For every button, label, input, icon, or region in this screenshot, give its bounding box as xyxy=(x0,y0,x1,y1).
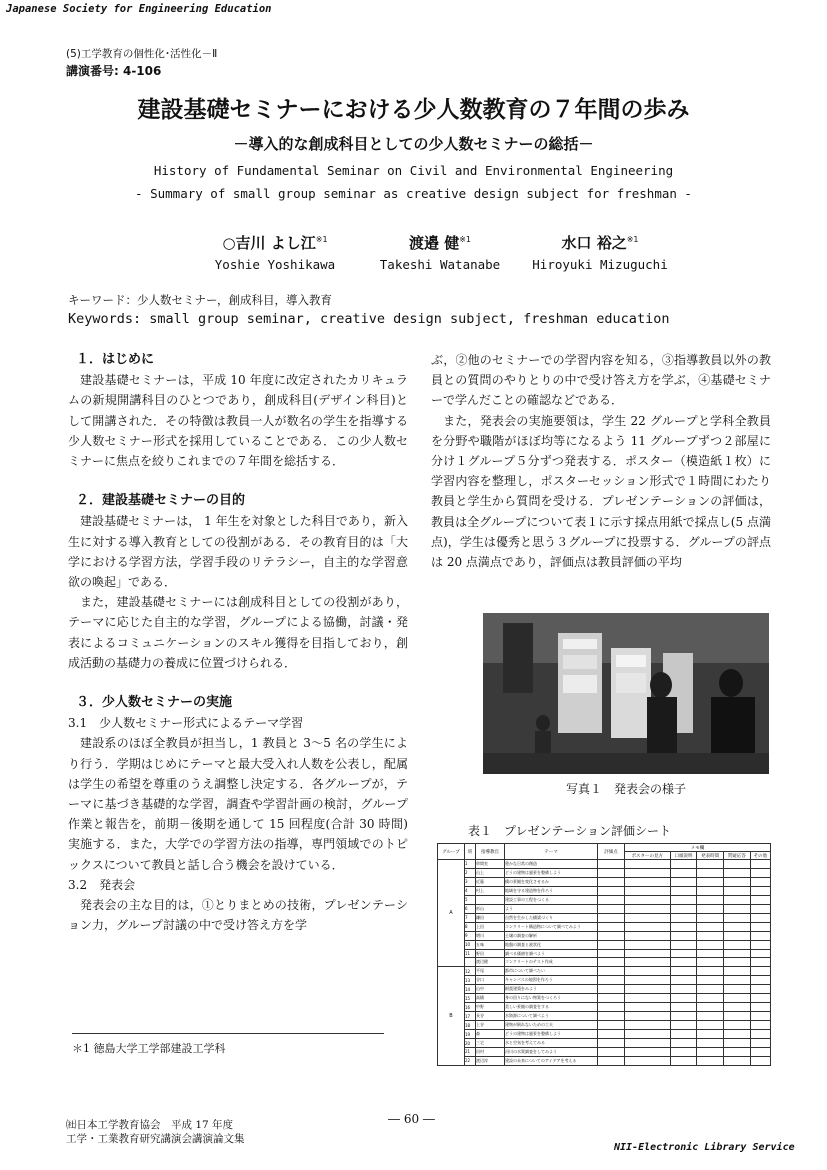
table-cell-theme: 自然を生かした橋梁づくり xyxy=(505,913,598,922)
journal-header: Japanese Society for Engineering Education xyxy=(6,3,272,15)
table-cell-blank xyxy=(598,1012,625,1021)
table-cell-blank xyxy=(670,913,697,922)
table-cell-name: 野田 xyxy=(476,949,505,958)
author-name-jp: 水口 裕之 xyxy=(561,234,627,252)
table-header-cell: 指導教官 xyxy=(476,844,505,860)
table-cell-no: 6 xyxy=(465,904,476,913)
footer-line: ㈳日本工学教育協会 平成 17 年度 xyxy=(66,1119,234,1131)
table-cell-blank xyxy=(697,958,724,967)
table-cell-name: 渡辺淳 xyxy=(476,1056,505,1065)
table-cell-blank xyxy=(723,904,750,913)
table-cell-blank xyxy=(723,985,750,994)
table-cell-theme: 水資源について調べよう xyxy=(505,1012,598,1021)
table-cell-blank xyxy=(697,1030,724,1039)
table-cell-no: 21 xyxy=(465,1048,476,1057)
table-cell-blank xyxy=(670,904,697,913)
table-cell-no: 15 xyxy=(465,994,476,1003)
author xyxy=(520,232,680,272)
table-cell-blank xyxy=(625,1056,671,1065)
table-cell-blank xyxy=(723,940,750,949)
author-name-jp: ○吉川 よし江 xyxy=(222,234,316,252)
table-header-cell: ポスターの見方 xyxy=(625,852,671,860)
table-cell-theme: 建設工事の工程をつくる xyxy=(505,895,598,904)
page-number: ― 60 ― xyxy=(388,1112,435,1126)
table-cell-name: 山中 xyxy=(476,985,505,994)
table-cell-blank xyxy=(598,940,625,949)
author-name-en: Hiroyuki Mizuguchi xyxy=(532,257,668,272)
table-row xyxy=(438,1048,771,1057)
table-cell-blank xyxy=(598,949,625,958)
table-cell-blank xyxy=(625,1030,671,1039)
table-cell-blank xyxy=(697,940,724,949)
table-cell-theme: キャンパスの地図を作ろう xyxy=(505,976,598,985)
table-cell-no: 20 xyxy=(465,1039,476,1048)
table-cell-name: 谷口 xyxy=(476,976,505,985)
table-cell-blank xyxy=(723,895,750,904)
table-cell-blank xyxy=(697,877,724,886)
subsection-heading: 3.1 少人数セミナー形式によるテーマ学習 xyxy=(68,716,304,731)
table-row xyxy=(438,913,771,922)
table-cell-blank xyxy=(750,1012,770,1021)
table-cell-blank xyxy=(723,931,750,940)
table-cell-blank xyxy=(723,958,750,967)
table-cell-blank xyxy=(723,913,750,922)
photo-caption: 写真１ 発表会の様子 xyxy=(565,782,686,796)
english-title: History of Fundamental Seminar on Civil and Environmental Engineering xyxy=(153,163,674,178)
table-row xyxy=(438,958,771,967)
table-cell-blank xyxy=(598,913,625,922)
table-cell-blank xyxy=(598,931,625,940)
table-cell-blank xyxy=(723,886,750,895)
table-cell-blank xyxy=(670,868,697,877)
table-row xyxy=(438,976,771,985)
table-cell-theme: 水と空気を考えてみる xyxy=(505,1039,598,1048)
table-cell-blank xyxy=(598,1003,625,1012)
table-cell-blank xyxy=(750,1030,770,1039)
table-row xyxy=(438,1012,771,1021)
table-header-cell: グループ xyxy=(438,844,465,860)
table-cell-blank xyxy=(625,1021,671,1030)
table-cell-blank xyxy=(750,877,770,886)
table-cell-name: 山上 xyxy=(476,868,505,877)
table-cell-blank xyxy=(598,868,625,877)
table-cell-blank xyxy=(750,868,770,877)
table-cell-no: 4 xyxy=(465,886,476,895)
table-header-cell: 評価点 xyxy=(598,844,625,860)
table-cell-theme: 豊かな日常の創造 xyxy=(505,860,598,869)
table-cell-blank xyxy=(750,994,770,1003)
table-cell-name: 平尾 xyxy=(476,967,505,976)
table-cell-no: 19 xyxy=(465,1030,476,1039)
library-service-footer: NII-Electronic Library Service xyxy=(614,1142,795,1153)
evaluation-sheet-table xyxy=(437,843,771,1066)
table-cell-name: 森 xyxy=(476,1030,505,1039)
left-column xyxy=(68,350,408,935)
table-cell-blank xyxy=(625,1048,671,1057)
table-cell-no: 8 xyxy=(465,922,476,931)
group-label-cell: B xyxy=(438,967,465,1066)
table-row xyxy=(438,967,771,976)
table-cell-blank xyxy=(723,1012,750,1021)
english-subtitle: - Summary of small group seminar as creative design subject for freshman - xyxy=(135,186,692,201)
right-column xyxy=(431,350,771,572)
table-cell-theme: 地盤の調査と液状化 xyxy=(505,940,598,949)
table-cell-name: 三宅 xyxy=(476,1039,505,1048)
paragraph: 建設基礎セミナーは， 1 年生を対象とした科目であり，新入生に対する導入教育としての役割がある．その教育目的は「大学における学習方法，学習手段のリテラシー，自主的な学習意欲の喚起」である． xyxy=(68,514,408,590)
table-cell-blank xyxy=(697,1021,724,1030)
table-cell-blank xyxy=(697,922,724,931)
paragraph: 建設基礎セミナーは，平成 10 年度に改定されたカリキュラムの新規開講科目のひとつであり，創成科目(デザイン科目)として開講された．その特徴は教員一人が数名の学生を指導する少人数セミナー形式を採用していることである．この少人数セミナーに焦点を絞りこれまでの７年間を総括する． xyxy=(68,373,408,469)
paragraph: また，発表会の実施要領は，学生 22 グループと学科全教員を分野や職階がほぼ均等になるよう 11 グループずつ２部屋に分け１グループ５分ずつ発表する．ポスター（模造紙１枚）に学習内容を整理し，ポスターセッション形式で１時間にわたり教員と学生から質問を受ける．プレゼンテーションの評価は，教員は全グループについて表１に示す採点用紙で採点し(5 点満点)，学生は優秀と思う３グループに投票する．グループの評点は 20 点満点であり，評価点は教員評価の平均 xyxy=(431,413,771,570)
table-cell-theme: どうの建物は風景を整備しよう xyxy=(505,868,598,877)
table-cell-blank xyxy=(723,976,750,985)
table-cell-blank xyxy=(723,1048,750,1057)
keywords-english: Keywords: small group seminar, creative design subject, freshman education xyxy=(68,311,670,327)
table-cell-blank xyxy=(625,877,671,886)
table-cell-no xyxy=(465,958,476,967)
table-cell-name: 長谷 xyxy=(476,1012,505,1021)
table-cell-blank xyxy=(723,1003,750,1012)
author-name-en: Takeshi Watanabe xyxy=(379,257,501,272)
paragraph: 建設系のほぼ全教員が担当し，1 教員と 3～5 名の学生により行う．学期はじめにテーマと最大受入れ人数を公表し，配属は学生の希望を尊重のうえ調整し決定する．各グループが，テーマに基づき基礎的な学習，調査や学習計画の検討，グループ作業と報告を，前期－後期を通して 15 回程度(合計 30 時間)実施する．また，大学での学習方法の指導，専門領域でのトピックスについて教員と話し合う機会を設けている． xyxy=(68,736,408,872)
table-cell-blank xyxy=(697,904,724,913)
table-header-cell: 班 xyxy=(465,844,476,860)
presentation-photo xyxy=(483,613,769,774)
table-cell-blank xyxy=(625,1012,671,1021)
table-cell-blank xyxy=(625,1039,671,1048)
table-header-cell: 口頭説明 xyxy=(670,852,697,860)
table-header-cell: その他 xyxy=(750,852,770,860)
table-cell-blank xyxy=(723,1039,750,1048)
table-cell-blank xyxy=(697,967,724,976)
table-cell-blank xyxy=(598,1056,625,1065)
table-cell-blank xyxy=(598,958,625,967)
table-row xyxy=(438,1030,771,1039)
table-header-cell: メモ欄 xyxy=(625,844,771,852)
table-cell-blank xyxy=(598,994,625,1003)
table-cell-blank xyxy=(750,1021,770,1030)
table-cell-blank xyxy=(598,922,625,931)
table-cell-blank xyxy=(625,931,671,940)
table-cell-blank xyxy=(750,940,770,949)
table-row xyxy=(438,868,771,877)
paragraph: また，建設基礎セミナーには創成科目としての役割があり，テーマに応じた自主的な学習，グループによる協働，討議・発表によるコミュニケーションのスキル獲得を目指しており，創成活動の基礎力の養成に位置づけられる． xyxy=(68,595,408,670)
table-cell-no: 22 xyxy=(465,1056,476,1065)
table-row xyxy=(438,994,771,1003)
table-cell-blank xyxy=(697,886,724,895)
table-cell-blank xyxy=(750,985,770,994)
table-cell-blank xyxy=(598,985,625,994)
table-row xyxy=(438,886,771,895)
table-row xyxy=(438,931,771,940)
table-cell-blank xyxy=(670,931,697,940)
keywords-japanese: キーワード：少人数セミナー，創成科目，導入教育 xyxy=(68,293,333,307)
table-cell-blank xyxy=(625,860,671,869)
table-cell-theme: 耐震建築をみよう xyxy=(505,985,598,994)
table-cell-blank xyxy=(598,1048,625,1057)
table-cell-blank xyxy=(670,1003,697,1012)
table-row xyxy=(438,904,771,913)
table-title: 表１ プレゼンテーション評価シート xyxy=(468,824,672,838)
table-row xyxy=(438,949,771,958)
table-cell-name: 村上 xyxy=(476,886,505,895)
table-header-cell: テーマ xyxy=(505,844,598,860)
table-cell-blank xyxy=(750,1039,770,1048)
table-cell-blank xyxy=(670,1030,697,1039)
affiliation-mark: ※1 xyxy=(459,235,472,244)
table-row xyxy=(438,877,771,886)
table-cell-blank xyxy=(670,976,697,985)
table-cell-name: 草間室 xyxy=(476,860,505,869)
paper-title: 建設基礎セミナーにおける少人数教育の７年間の歩み xyxy=(137,97,690,123)
table-header-cell: 発表時間 xyxy=(697,852,724,860)
table-cell-blank xyxy=(625,949,671,958)
table-row xyxy=(438,940,771,949)
table-cell-blank xyxy=(670,886,697,895)
table-cell-blank xyxy=(697,1039,724,1048)
table-cell-name: 五味 xyxy=(476,940,505,949)
table-cell-blank xyxy=(670,985,697,994)
table-cell-name: 上谷 xyxy=(476,1021,505,1030)
table-cell-blank xyxy=(750,931,770,940)
table-cell-no: 12 xyxy=(465,967,476,976)
table-cell-blank xyxy=(697,976,724,985)
table-cell-blank xyxy=(625,895,671,904)
table-cell-blank xyxy=(723,967,750,976)
table-cell-blank xyxy=(625,985,671,994)
author xyxy=(365,232,515,272)
proceedings-footer xyxy=(66,1118,245,1146)
table-cell-blank xyxy=(625,976,671,985)
table-cell-no: 18 xyxy=(465,1021,476,1030)
table-cell-blank xyxy=(670,895,697,904)
table-cell-blank xyxy=(598,967,625,976)
table-cell-blank xyxy=(723,922,750,931)
table-cell-blank xyxy=(697,1012,724,1021)
group-label-cell: A xyxy=(438,860,465,967)
table-cell-blank xyxy=(670,1056,697,1065)
table-row xyxy=(438,1021,771,1030)
table-cell-blank xyxy=(625,1003,671,1012)
table-cell-blank xyxy=(750,922,770,931)
table-cell-theme: 建設の未来についてのアイデアを考える xyxy=(505,1056,598,1065)
table-cell-name: 杉山 xyxy=(476,904,505,913)
table-cell-theme: 身の回りにない物質をつくろう xyxy=(505,994,598,1003)
table-cell-blank xyxy=(750,949,770,958)
table-cell-blank xyxy=(697,949,724,958)
table-cell-blank xyxy=(598,860,625,869)
table-cell-theme: よう xyxy=(505,904,598,913)
table-cell-blank xyxy=(670,860,697,869)
table-cell-name: 高橋 xyxy=(476,994,505,1003)
author-name-jp: 渡邉 健 xyxy=(408,234,460,252)
table-cell-blank xyxy=(750,886,770,895)
table-cell-blank xyxy=(697,931,724,940)
table-row xyxy=(438,860,771,869)
table-cell-blank xyxy=(750,1048,770,1057)
table-cell-theme: どうの建物は風景を整備しよう xyxy=(505,1030,598,1039)
table-cell-blank xyxy=(723,877,750,886)
table-cell-blank xyxy=(723,994,750,1003)
table-cell-blank xyxy=(723,1030,750,1039)
table-row xyxy=(438,1039,771,1048)
table-cell-theme: 美しい景観の調査をする xyxy=(505,1003,598,1012)
table-cell-blank xyxy=(598,886,625,895)
table-cell-blank xyxy=(750,913,770,922)
table-cell-theme: 橋の景観を変化させるか xyxy=(505,877,598,886)
table-cell-blank xyxy=(598,1030,625,1039)
table-cell-name: 中野 xyxy=(476,1003,505,1012)
table-cell-blank xyxy=(625,967,671,976)
footer-line: 工学・工業教育研究講演会講演論文集 xyxy=(66,1133,245,1145)
table-cell-theme: 都市について調べたい xyxy=(505,967,598,976)
table-cell-theme: コンクリート構造物について調べてみよう xyxy=(505,922,598,931)
table-cell-no: 16 xyxy=(465,1003,476,1012)
subsection-heading: 3.2 発表会 xyxy=(68,877,136,892)
table-cell-blank xyxy=(670,967,697,976)
table-cell-blank xyxy=(625,922,671,931)
table-cell-name: 上田 xyxy=(476,922,505,931)
table-cell-blank xyxy=(598,895,625,904)
table-cell-blank xyxy=(598,1039,625,1048)
table-row xyxy=(438,895,771,904)
table-cell-blank xyxy=(670,940,697,949)
table-cell-blank xyxy=(670,922,697,931)
table-cell-blank xyxy=(670,949,697,958)
section-heading: ３．少人数セミナーの実施 xyxy=(76,695,233,711)
table-cell-blank xyxy=(625,886,671,895)
table-cell-no: 17 xyxy=(465,1012,476,1021)
table-cell-blank xyxy=(670,1012,697,1021)
table-cell-blank xyxy=(670,994,697,1003)
author-name-en: Yoshie Yoshikawa xyxy=(214,257,336,272)
session-label: (5)工学教育の個性化･活性化－Ⅱ xyxy=(66,48,218,60)
affiliation-mark: ※1 xyxy=(626,235,639,244)
table-cell-name: 鎌田 xyxy=(476,913,505,922)
table-cell-no: 1 xyxy=(465,860,476,869)
table-row xyxy=(438,922,771,931)
paragraph: ぶ，②他のセミナーでの学習内容を知る，③指導教員以外の教員との質問のやりとりの中で受け答え方を学ぶ，④基礎セミナーで学んだことの確認などである． xyxy=(431,353,771,408)
table-cell-theme: 調べる価値を調べよう xyxy=(505,949,598,958)
table-cell-blank xyxy=(697,994,724,1003)
table-cell-no: 9 xyxy=(465,931,476,940)
table-cell-blank xyxy=(670,877,697,886)
table-cell-no: 3 xyxy=(465,877,476,886)
table-cell-blank xyxy=(697,985,724,994)
table-cell-theme: 土壌の調査の解析 xyxy=(505,931,598,940)
table-cell-blank xyxy=(750,904,770,913)
table-cell-no: 2 xyxy=(465,868,476,877)
paragraph: 発表会の主な目的は，①とりまとめの技術，プレゼンテーション力，グループ討議の中で受け答え方を学 xyxy=(68,898,408,933)
paper-subtitle: －導入的な創成科目としての少人数セミナーの総括－ xyxy=(233,135,594,153)
footnote-rule xyxy=(72,1033,384,1034)
table-cell-name: 田村 xyxy=(476,1048,505,1057)
table-cell-blank xyxy=(750,976,770,985)
table-cell-name: 渡辺健 xyxy=(476,958,505,967)
table-cell-blank xyxy=(625,913,671,922)
table-cell-blank xyxy=(697,895,724,904)
table-cell-blank xyxy=(697,1056,724,1065)
table-cell-blank xyxy=(598,877,625,886)
lecture-number: 講演番号: 4-106 xyxy=(66,64,162,78)
table-cell-blank xyxy=(625,868,671,877)
table-cell-blank xyxy=(723,1056,750,1065)
section-heading: １．はじめに xyxy=(76,352,155,367)
table-cell-theme: 建物が倒れないための工夫 xyxy=(505,1021,598,1030)
table-cell-blank xyxy=(750,1056,770,1065)
section-heading: ２．建設基礎セミナーの目的 xyxy=(76,493,246,509)
table-cell-blank xyxy=(670,1039,697,1048)
table-cell-blank xyxy=(723,868,750,877)
table-cell-theme: 地域を守る建造物を作ろう xyxy=(505,886,598,895)
affiliation-mark: ※1 xyxy=(315,235,328,244)
table-cell-blank xyxy=(670,1021,697,1030)
table-cell-blank xyxy=(598,1021,625,1030)
table-cell-no: 14 xyxy=(465,985,476,994)
table-cell-no: 11 xyxy=(465,949,476,958)
table-cell-blank xyxy=(750,967,770,976)
table-row xyxy=(438,1056,771,1065)
table-cell-blank xyxy=(723,860,750,869)
table-cell-blank xyxy=(697,1003,724,1012)
table-cell-blank xyxy=(625,958,671,967)
table-cell-name: 増川 xyxy=(476,931,505,940)
table-cell-blank xyxy=(697,860,724,869)
table-cell-blank xyxy=(750,1003,770,1012)
table-cell-blank xyxy=(598,904,625,913)
table-cell-blank xyxy=(598,976,625,985)
table-cell-name: 近藤 xyxy=(476,877,505,886)
table-cell-blank xyxy=(670,958,697,967)
table-cell-blank xyxy=(670,1048,697,1057)
table-cell-blank xyxy=(750,895,770,904)
footnote: ＊1 徳島大学工学部建設工学科 xyxy=(72,1042,226,1055)
table-cell-no: 5 xyxy=(465,895,476,904)
table-cell-blank xyxy=(723,1021,750,1030)
table-cell-blank xyxy=(750,958,770,967)
table-cell-blank xyxy=(625,940,671,949)
table-cell-theme: コンクリートのテスト作成 xyxy=(505,958,598,967)
table-row xyxy=(438,1003,771,1012)
table-cell-blank xyxy=(697,868,724,877)
table-cell-blank xyxy=(723,949,750,958)
table-cell-blank xyxy=(697,1048,724,1057)
table-cell-blank xyxy=(750,860,770,869)
table-cell-blank xyxy=(697,913,724,922)
table-cell-name xyxy=(476,895,505,904)
table-cell-no: 13 xyxy=(465,976,476,985)
table-header-cell: 質疑応答 xyxy=(723,852,750,860)
table-cell-blank xyxy=(625,994,671,1003)
author xyxy=(195,232,355,272)
table-row xyxy=(438,985,771,994)
table-cell-no: 7 xyxy=(465,913,476,922)
table-cell-blank xyxy=(625,904,671,913)
table-cell-no: 10 xyxy=(465,940,476,949)
table-cell-theme: 河川の水質調査をしてみよう xyxy=(505,1048,598,1057)
